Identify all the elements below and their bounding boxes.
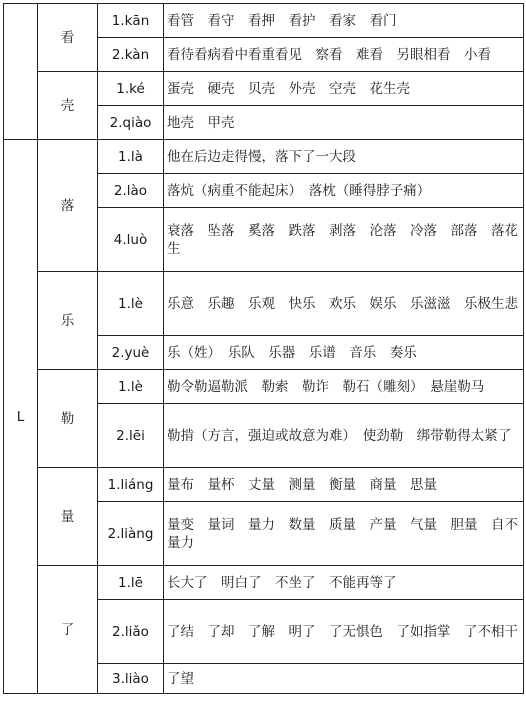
example-words-cell: 勒掯（方言，强迫或故意为难） 使劲勒 绑带勒得太紧了 (164, 404, 524, 468)
pinyin-cell: 2.qiào (98, 106, 164, 140)
example-words-cell: 量布 量杯 丈量 测量 衡量 商量 思量 (164, 468, 524, 502)
example-words-cell: 看管 看守 看押 看护 看家 看门 (164, 4, 524, 38)
pinyin-cell: 1.lè (98, 370, 164, 404)
example-words-cell: 勒令勒逼勒派 勒索 勒诈 勒石（雕刻） 悬崖勒马 (164, 370, 524, 404)
pinyin-cell: 1.lē (98, 566, 164, 600)
polyphonic-character-table (3, 3, 524, 694)
pinyin-cell: 2.liǎo (98, 600, 164, 664)
example-words-cell: 看待看病看中看重看见 察看 难看 另眼相看 小看 (164, 38, 524, 72)
letter-cell-empty (4, 4, 38, 140)
example-words-cell: 了结 了却 了解 明了 了无惧色 了如指掌 了不相干 (164, 600, 524, 664)
example-words-cell: 长大了 明白了 不坐了 不能再等了 (164, 566, 524, 600)
table-row (4, 272, 524, 336)
pinyin-cell: 1.lè (98, 272, 164, 336)
letter-cell: L (4, 140, 38, 694)
pinyin-cell: 2.lào (98, 174, 164, 208)
pinyin-cell: 2.liàng (98, 502, 164, 566)
example-words-cell: 地壳 甲壳 (164, 106, 524, 140)
pinyin-cell: 1.kān (98, 4, 164, 38)
table-row (4, 370, 524, 404)
pinyin-cell: 3.liào (98, 664, 164, 694)
pinyin-cell: 2.kàn (98, 38, 164, 72)
example-words-cell: 乐（姓） 乐队 乐器 乐谱 音乐 奏乐 (164, 336, 524, 370)
example-words-cell: 了望 (164, 664, 524, 694)
character-cell: 量 (38, 468, 98, 566)
table-row (4, 566, 524, 600)
pinyin-cell: 1.ké (98, 72, 164, 106)
pinyin-cell: 1.liáng (98, 468, 164, 502)
example-words-cell: 乐意 乐趣 乐观 快乐 欢乐 娱乐 乐滋滋 乐极生悲 (164, 272, 524, 336)
character-cell: 看 (38, 4, 98, 72)
example-words-cell: 量变 量词 量力 数量 质量 产量 气量 胆量 自不量力 (164, 502, 524, 566)
table-row (4, 140, 524, 174)
example-words-cell: 蛋壳 硬壳 贝壳 外壳 空壳 花生壳 (164, 72, 524, 106)
example-words-cell: 衰落 坠落 奚落 跌落 剥落 沦落 冷落 部落 落花生 (164, 208, 524, 272)
character-cell: 乐 (38, 272, 98, 370)
pinyin-cell: 2.yuè (98, 336, 164, 370)
table-row (4, 72, 524, 106)
example-words-cell: 他在后边走得慢，落下了一大段 (164, 140, 524, 174)
pinyin-cell: 2.lēi (98, 404, 164, 468)
character-cell: 了 (38, 566, 98, 694)
table-row (4, 468, 524, 502)
example-words-cell: 落炕（病重不能起床） 落枕（睡得脖子痛） (164, 174, 524, 208)
pinyin-cell: 1.là (98, 140, 164, 174)
character-cell: 勒 (38, 370, 98, 468)
pinyin-cell: 4.luò (98, 208, 164, 272)
character-cell: 壳 (38, 72, 98, 140)
table-row (4, 4, 524, 38)
character-cell: 落 (38, 140, 98, 272)
